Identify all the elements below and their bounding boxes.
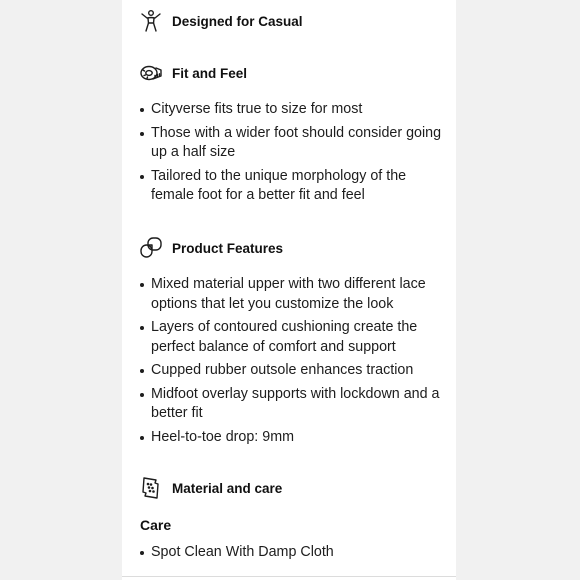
care-label: Care xyxy=(140,517,172,533)
section-header-casual xyxy=(138,7,303,35)
product-details-panel xyxy=(122,0,456,580)
list-item: Those with a wider foot should consider going up a half size xyxy=(140,124,452,163)
features-bullet-list xyxy=(140,275,452,451)
section-header-material xyxy=(138,474,282,502)
list-item: Spot Clean With Damp Cloth xyxy=(140,543,452,563)
list-item: Cupped rubber outsole enhances traction xyxy=(140,361,452,381)
overlapping-shapes-icon xyxy=(138,235,164,261)
list-item: Cityverse fits true to size for most xyxy=(140,100,452,120)
measuring-tape-icon xyxy=(138,60,164,86)
divider xyxy=(122,576,456,577)
person-stretch-icon xyxy=(138,8,164,34)
section-title-fit: Fit and Feel xyxy=(172,65,248,81)
section-title-casual: Designed for Casual xyxy=(172,13,303,29)
care-bullet-list xyxy=(140,543,452,567)
section-header-features xyxy=(138,234,283,262)
list-item: Layers of contoured cushioning create the perfect balance of comfort and support xyxy=(140,318,452,357)
list-item: Midfoot overlay supports with lockdown and a better fit xyxy=(140,385,452,424)
section-title-features: Product Features xyxy=(172,240,284,256)
list-item: Heel-to-toe drop: 9mm xyxy=(140,428,452,448)
list-item: Mixed material upper with two different lace options that let you customize the look xyxy=(140,275,452,314)
section-header-fit xyxy=(138,59,247,87)
section-title-material: Material and care xyxy=(172,480,283,496)
list-item: Tailored to the unique morphology of the female foot for a better fit and feel xyxy=(140,167,452,206)
fabric-swatch-icon xyxy=(138,475,164,501)
fit-bullet-list xyxy=(140,100,452,210)
